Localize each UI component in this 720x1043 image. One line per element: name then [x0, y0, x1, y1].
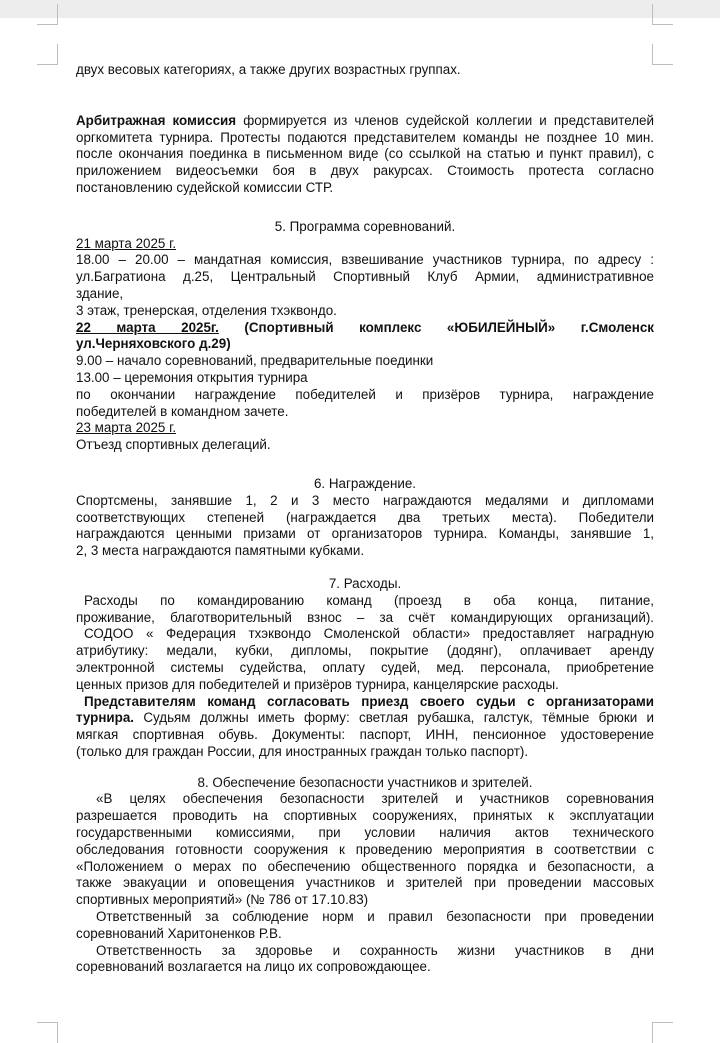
text-line: Ответственность за здоровье и сохранность жизни участников в дни — [96, 942, 654, 958]
page-corner-mark — [37, 44, 58, 65]
text-line: «В целях обеспечения безопасности зрителей и участников соревнования — [96, 791, 654, 807]
page-corner-mark — [37, 4, 58, 25]
text-line: СОДОО « Федерация тхэквондо Смоленской области» предоставляет наградную — [84, 626, 654, 642]
page-corner-mark — [37, 1022, 58, 1043]
viewer-top-bar — [0, 0, 720, 18]
text-line: мягкая спортивная обувь. Документы: паспорт, ИНН, пенсионное удостоверение — [76, 727, 654, 743]
text-line: (только для граждан России, для иностранных граждан только паспорт). — [76, 743, 529, 759]
arbitration-paragraph — [76, 113, 654, 197]
text-line: соответствующих степеней (награждается два третьих места). Победители — [76, 509, 654, 525]
text-line: 2, 3 места награждаются памятными кубками. — [76, 543, 365, 559]
text-line: 13.00 – церемония открытия турнира — [76, 369, 308, 385]
safety-section — [76, 791, 654, 976]
text-line: турнира. Судьям должны иметь форму: светлая рубашка, галстук, тёмные брюки и — [76, 710, 654, 726]
text-line: оргкомитета турнира. Протесты подаются представителем команды не позднее 10 мин. — [76, 129, 654, 145]
arbitration-title: Арбитражная комиссия — [76, 112, 237, 128]
page-corner-mark — [652, 4, 673, 25]
text-line: соревнований возлагается на лицо их сопровождающее. — [76, 959, 431, 975]
text-line: 3 этаж, тренерская, отделения тхэквондо. — [76, 302, 337, 318]
page-corner-mark — [652, 44, 673, 65]
text-line: Представителям команд согласовать приезд своего судьи с организаторами — [84, 693, 654, 709]
awards-section — [76, 493, 654, 560]
text-line: государственными комиссиями, при условии наличия актов технического — [76, 825, 654, 841]
text-line: постановлению судейской комиссии СТР. — [76, 179, 334, 195]
program-date: 22 марта 2025г. (Спортивный комплекс «ЮБИЛЕЙНЫЙ» г.Смоленск — [76, 319, 654, 335]
venue-address: ул.Черняховского д.29) — [76, 336, 231, 352]
section-heading-awards: 6. Награждение. — [313, 475, 417, 491]
program-date: 23 марта 2025 г. — [76, 420, 177, 436]
text-line: приложением видеосъемки боя в двух ракурсах. Стоимость протеста согласно — [76, 163, 654, 179]
text-line: Арбитражная комиссия формируется из членов судейской коллегии и представителей — [76, 112, 654, 128]
text-line: атрибутику: медали, кубки, дипломы, покрытие (додянг), оплачивает аренду — [76, 643, 654, 659]
text-line: также эвакуации и оповещения участников и зрителей при проведении массовых — [76, 875, 654, 891]
text-line: электронной системы судейства, оплату судей, мед. персонала, приобретение — [76, 659, 654, 675]
text-line: спортивных мероприятий» (№ 786 от 17.10.83) — [76, 892, 369, 908]
text-line: обследования готовности сооружения к проведению мероприятия в соответствии с — [76, 841, 654, 857]
text-line: проживание, благотворительный взнос – за счёт командирующих организаций). — [76, 609, 654, 625]
text-line: Расходы по командированию команд (проезд в оба конца, питание, — [84, 592, 654, 608]
text-line: двух весовых категориях, а также других возрастных группах. — [76, 62, 461, 77]
text-line: здание, — [76, 285, 124, 301]
program-date: 21 марта 2025 г. — [76, 235, 177, 251]
text-line: ул.Багратиона д.25, Центральный Спортивный Клуб Армии, административное — [76, 269, 654, 285]
text-line: «Положением о мерах по обеспечению общественного порядка и безопасности, а — [76, 858, 654, 874]
text-line: Отъезд спортивных делегаций. — [76, 437, 271, 453]
text-line: победителей в командном зачете. — [76, 403, 289, 419]
section-heading-expenses: 7. Расходы. — [328, 575, 402, 591]
text-line: награждаются ценными призами от организаторов турнира. Команды, занявшие 1, — [76, 526, 654, 542]
program-section — [76, 236, 654, 454]
text-line: ценных призов для победителей и призёров турнира, канцелярские расходы. — [76, 676, 559, 692]
text-line: после окончания поединка в письменном виде (со ссылкой на статью и пункт правил), с — [76, 146, 654, 162]
text-line: разрешается проводить на спортивных сооружениях, принятых к эксплуатации — [76, 808, 654, 824]
section-heading-program: 5. Программа соревнований. — [274, 218, 456, 234]
page-corner-mark — [652, 1022, 673, 1043]
text-line: соревнований Харитоненков Р.В. — [76, 925, 282, 941]
text-line: Ответственный за соблюдение норм и правил безопасности при проведении — [96, 909, 654, 925]
section-heading-safety: 8. Обеспечение безопасности участников и зрителей. — [197, 774, 533, 790]
expenses-section — [76, 593, 654, 761]
text-line: Спортсмены, занявшие 1, 2 и 3 место награждаются медалями и дипломами — [76, 492, 654, 508]
document-page — [76, 62, 654, 976]
text-line: 9.00 – начало соревнований, предварительные поединки — [76, 353, 434, 369]
text-line: 18.00 – 20.00 – мандатная комиссия, взвешивание участников турнира, по адресу : — [76, 252, 654, 268]
text-line: по окончании награждение победителей и призёров турнира, награждение — [76, 386, 654, 402]
